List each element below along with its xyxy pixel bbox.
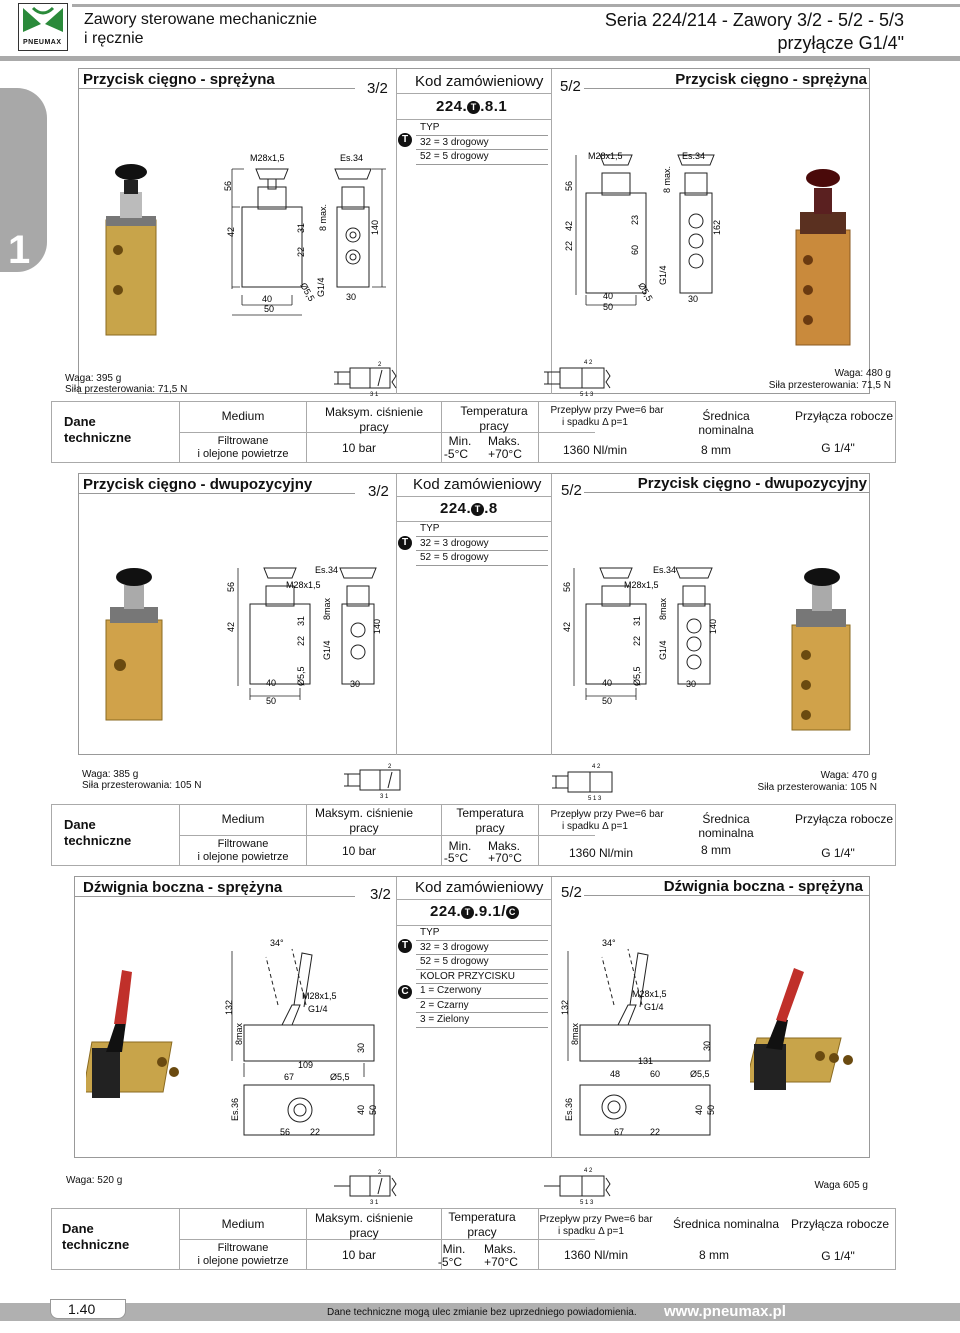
section-2-order-label: Kod zamówieniowy bbox=[413, 476, 542, 493]
svg-text:8max: 8max bbox=[234, 1022, 244, 1045]
product-photo-push-spring-5-2 bbox=[790, 160, 860, 350]
valve-symbol-5-2-s3 bbox=[540, 1164, 620, 1206]
page-title-line2: i ręcznie bbox=[84, 30, 144, 47]
valve-symbol-3-2-s1 bbox=[330, 358, 410, 398]
typ-legend-3: TYP 32 = 3 drogowy 52 = 5 drogowy KOLOR PRZYCISKU 1 = Czerwony 2 = Czarny 3 = Zielony bbox=[416, 926, 548, 1028]
svg-text:67: 67 bbox=[284, 1072, 295, 1082]
svg-text:M28x1,5: M28x1,5 bbox=[302, 991, 337, 1001]
svg-text:8max: 8max bbox=[658, 597, 668, 620]
svg-text:40: 40 bbox=[603, 291, 614, 301]
svg-text:40: 40 bbox=[356, 1104, 366, 1115]
dimension-drawing-3-2-push bbox=[222, 145, 402, 320]
dimension-drawing-3-2-lever bbox=[222, 935, 382, 1145]
svg-text:22: 22 bbox=[564, 240, 574, 251]
section-2-order-code: 224. T .8 bbox=[440, 500, 498, 517]
svg-text:34°: 34° bbox=[602, 938, 616, 948]
svg-text:2: 2 bbox=[378, 1170, 382, 1176]
svg-text:Ø5,5: Ø5,5 bbox=[298, 281, 317, 303]
svg-text:132: 132 bbox=[560, 999, 570, 1015]
svg-text:48: 48 bbox=[610, 1069, 621, 1079]
svg-text:56: 56 bbox=[562, 581, 572, 592]
svg-text:42: 42 bbox=[562, 621, 572, 632]
tech-table-3: Dane techniczne Medium Filtrowane i olejone powietrze Maksym. ciśnienie pracy 10 bar Temperatura pracy Min. Maks. -5°C +70°C Przepływ przy Pwe=6 bar i spadku Δ p=1 1360 Nl/min Średnica nominalna 8 mm Przyłącza robocze G 1/4" bbox=[51, 1208, 896, 1270]
section-2-way-right: 5/2 bbox=[561, 482, 582, 499]
svg-text:40: 40 bbox=[266, 678, 277, 688]
t-symbol-3: T bbox=[398, 939, 412, 953]
section-2-weight-right: Waga: 470 g bbox=[820, 770, 877, 781]
section-3-weight-left: Waga: 520 g bbox=[66, 1175, 123, 1186]
svg-text:G1/4: G1/4 bbox=[322, 640, 332, 660]
section-2-force-left: Siła przesterowania: 105 N bbox=[82, 780, 202, 791]
c-symbol-3: C bbox=[398, 985, 412, 999]
svg-text:2: 2 bbox=[378, 362, 382, 368]
dim-es34: Es.34 bbox=[340, 153, 364, 163]
svg-text:60: 60 bbox=[630, 244, 640, 255]
svg-text:23: 23 bbox=[630, 214, 640, 225]
valve-symbol-5-2-s1 bbox=[540, 356, 620, 398]
section-3-order-code: 224. T .9.1/ C bbox=[430, 903, 519, 920]
svg-text:Es.34: Es.34 bbox=[315, 565, 339, 575]
svg-text:30: 30 bbox=[688, 294, 699, 304]
dimension-drawing-3-2-detent bbox=[222, 560, 402, 710]
svg-text:50: 50 bbox=[602, 696, 613, 706]
svg-text:Ø5,5: Ø5,5 bbox=[296, 666, 306, 686]
series-title-line2: przyłącze G1/4" bbox=[777, 33, 904, 53]
svg-text:8 max.: 8 max. bbox=[318, 203, 328, 231]
svg-text:56: 56 bbox=[564, 180, 574, 191]
svg-text:30: 30 bbox=[346, 292, 357, 302]
svg-text:67: 67 bbox=[614, 1127, 625, 1137]
svg-text:4 2: 4 2 bbox=[584, 360, 593, 366]
svg-text:40: 40 bbox=[262, 294, 273, 304]
section-1-title-right: Przycisk cięgno - sprężyna bbox=[584, 71, 869, 89]
section-2-title-right: Przycisk cięgno - dwupozycyjny bbox=[584, 475, 869, 493]
tech-table-1: Dane techniczne Medium Filtrowane i olejone powietrze Maksym. ciśnienie pracy 10 bar Temperatura pracy Min. Maks. -5°C +70°C Przepływ przy Pwe=6 bar i spadku Δ p=1 1360 Nl/min Średnica nominalna 8 mm Przyłącza robocze G 1/4" bbox=[51, 401, 896, 463]
section-2-way-left: 3/2 bbox=[368, 483, 389, 500]
section-1-force-left: Siła przesterowania: 71,5 N bbox=[65, 384, 188, 395]
product-photo-push-spring-3-2 bbox=[98, 160, 168, 340]
svg-text:Es.34: Es.34 bbox=[653, 565, 677, 575]
svg-text:31: 31 bbox=[296, 615, 306, 626]
svg-text:3 1: 3 1 bbox=[370, 1200, 379, 1206]
svg-text:M28x1,5: M28x1,5 bbox=[286, 580, 321, 590]
t-symbol-1: T bbox=[398, 133, 412, 147]
svg-text:50: 50 bbox=[266, 696, 277, 706]
section-1-order-label: Kod zamówieniowy bbox=[415, 73, 544, 90]
svg-text:30: 30 bbox=[702, 1040, 712, 1051]
svg-text:3 1: 3 1 bbox=[370, 392, 379, 398]
section-3-weight-right: Waga 605 g bbox=[814, 1180, 868, 1191]
svg-text:132: 132 bbox=[224, 999, 234, 1015]
section-2-weight-left: Waga: 385 g bbox=[82, 769, 139, 780]
section-1-title-left: Przycisk cięgno - sprężyna bbox=[79, 71, 355, 89]
svg-text:162: 162 bbox=[712, 219, 722, 235]
svg-text:G1/4: G1/4 bbox=[308, 1004, 328, 1014]
svg-text:3 1: 3 1 bbox=[380, 794, 389, 800]
svg-text:Es.34: Es.34 bbox=[682, 151, 706, 161]
product-photo-push-detent-5-2 bbox=[786, 565, 860, 735]
svg-text:22: 22 bbox=[632, 635, 642, 646]
valve-symbol-3-2-s3 bbox=[330, 1166, 410, 1206]
product-photo-lever-3-2 bbox=[86, 962, 196, 1112]
svg-text:8max: 8max bbox=[570, 1022, 580, 1045]
typ-legend-1: TYP 32 = 3 drogowy 52 = 5 drogowy bbox=[416, 121, 548, 165]
svg-text:G1/4: G1/4 bbox=[316, 277, 326, 297]
svg-text:31: 31 bbox=[632, 615, 642, 626]
svg-text:5 1 3: 5 1 3 bbox=[588, 796, 602, 802]
dim-m28: M28x1,5 bbox=[250, 153, 285, 163]
svg-text:140: 140 bbox=[708, 618, 718, 634]
svg-text:34°: 34° bbox=[270, 938, 284, 948]
svg-text:Ø5,5: Ø5,5 bbox=[636, 281, 655, 303]
svg-text:4 2: 4 2 bbox=[592, 764, 601, 770]
svg-text:40: 40 bbox=[602, 678, 613, 688]
svg-text:50: 50 bbox=[603, 302, 614, 312]
svg-text:50: 50 bbox=[264, 304, 275, 314]
svg-text:56: 56 bbox=[223, 180, 233, 191]
svg-text:M28x1,5: M28x1,5 bbox=[624, 580, 659, 590]
svg-text:140: 140 bbox=[370, 219, 380, 235]
svg-text:40: 40 bbox=[694, 1104, 704, 1115]
svg-text:50: 50 bbox=[368, 1104, 378, 1115]
svg-text:2: 2 bbox=[388, 764, 392, 770]
section-1 bbox=[78, 68, 870, 394]
header-rule-top bbox=[72, 4, 960, 7]
pneumax-logo bbox=[18, 3, 68, 51]
svg-text:Es.36: Es.36 bbox=[230, 1097, 240, 1121]
svg-text:42: 42 bbox=[226, 226, 236, 237]
tech-table-2: Dane techniczne Medium Filtrowane i olejone powietrze Maksym. ciśnienie pracy 10 bar Temperatura pracy Min. Maks. -5°C +70°C Przepływ przy Pwe=6 bar i spadku Δ p=1 1360 Nl/min Średnica nominalna 8 mm Przyłącza robocze G 1/4" bbox=[51, 804, 896, 866]
svg-text:Ø5,5: Ø5,5 bbox=[632, 666, 642, 686]
valve-symbol-3-2-s2 bbox=[340, 760, 420, 800]
section-1-order-code: 224. T .8.1 bbox=[436, 98, 508, 115]
t-symbol-2: T bbox=[398, 536, 412, 550]
section-1-weight-left: Waga: 395 g bbox=[65, 373, 122, 384]
page-title-line1: Zawory sterowane mechanicznie bbox=[84, 11, 317, 28]
svg-text:22: 22 bbox=[296, 246, 306, 257]
section-1-weight-right: Waga: 480 g bbox=[834, 368, 891, 379]
section-1-force-right: Siła przesterowania: 71,5 N bbox=[768, 380, 891, 391]
svg-text:22: 22 bbox=[650, 1127, 661, 1137]
svg-text:42: 42 bbox=[226, 621, 236, 632]
svg-text:Ø5,5: Ø5,5 bbox=[330, 1072, 350, 1082]
series-title-line1: Seria 224/214 - Zawory 3/2 - 5/2 - 5/3 bbox=[604, 10, 904, 30]
footer-note: Dane techniczne mogą ulec zmianie bez uprzedniego powiadomienia. bbox=[327, 1307, 637, 1318]
svg-text:Ø5,5: Ø5,5 bbox=[690, 1069, 710, 1079]
svg-text:M28x1,5: M28x1,5 bbox=[632, 989, 667, 999]
section-2-title-left: Przycisk cięgno - dwupozycyjny bbox=[79, 476, 355, 494]
dimension-drawing-5-2-detent bbox=[558, 560, 738, 710]
svg-text:22: 22 bbox=[310, 1127, 321, 1137]
typ-legend-2: TYP 32 = 3 drogowy 52 = 5 drogowy bbox=[416, 522, 548, 566]
svg-text:5 1 3: 5 1 3 bbox=[580, 392, 594, 398]
svg-text:Es.36: Es.36 bbox=[564, 1097, 574, 1121]
svg-text:G1/4: G1/4 bbox=[658, 265, 668, 285]
svg-text:31: 31 bbox=[296, 222, 306, 233]
dimension-drawing-5-2-lever bbox=[558, 935, 718, 1145]
product-photo-lever-5-2 bbox=[750, 962, 860, 1112]
section-1-way-right: 5/2 bbox=[560, 78, 581, 95]
valve-symbol-5-2-s2 bbox=[548, 760, 628, 802]
product-photo-push-detent-3-2 bbox=[100, 565, 170, 725]
svg-text:5 1 3: 5 1 3 bbox=[580, 1200, 594, 1206]
svg-text:56: 56 bbox=[226, 581, 236, 592]
header-rule-bottom bbox=[0, 56, 960, 61]
section-3-order-label: Kod zamówieniowy bbox=[415, 879, 544, 896]
svg-text:140: 140 bbox=[372, 618, 382, 634]
svg-text:42: 42 bbox=[564, 220, 574, 231]
svg-text:60: 60 bbox=[650, 1069, 661, 1079]
svg-text:30: 30 bbox=[350, 679, 361, 689]
svg-text:56: 56 bbox=[280, 1127, 291, 1137]
section-3-title-right: Dźwignia boczna - sprężyna bbox=[584, 878, 869, 896]
svg-text:50: 50 bbox=[706, 1104, 716, 1115]
section-1-way-left: 3/2 bbox=[367, 80, 388, 97]
svg-text:G1/4: G1/4 bbox=[658, 640, 668, 660]
section-3-title-left: Dźwignia boczna - sprężyna bbox=[75, 879, 355, 897]
svg-text:8 max.: 8 max. bbox=[662, 165, 672, 193]
svg-text:131: 131 bbox=[638, 1056, 654, 1066]
dimension-drawing-5-2-push bbox=[558, 145, 728, 320]
svg-text:30: 30 bbox=[686, 679, 697, 689]
section-3-way-right: 5/2 bbox=[561, 884, 582, 901]
svg-text:4 2: 4 2 bbox=[584, 1168, 593, 1174]
section-2-force-right: Siła przesterowania: 105 N bbox=[757, 782, 877, 793]
footer-url[interactable]: www.pneumax.pl bbox=[664, 1303, 786, 1320]
svg-text:G1/4: G1/4 bbox=[644, 1002, 664, 1012]
svg-text:M28x1,5: M28x1,5 bbox=[588, 151, 623, 161]
section-3-way-left: 3/2 bbox=[370, 886, 391, 903]
svg-text:109: 109 bbox=[298, 1060, 314, 1070]
svg-text:30: 30 bbox=[356, 1042, 366, 1053]
page-number: 1.40 bbox=[68, 1301, 96, 1317]
svg-text:22: 22 bbox=[296, 635, 306, 646]
chapter-number: 1 bbox=[8, 228, 31, 272]
chapter-tab bbox=[0, 88, 47, 272]
svg-text:8max: 8max bbox=[322, 597, 332, 620]
brand-text: PNEUMAX bbox=[23, 39, 62, 46]
